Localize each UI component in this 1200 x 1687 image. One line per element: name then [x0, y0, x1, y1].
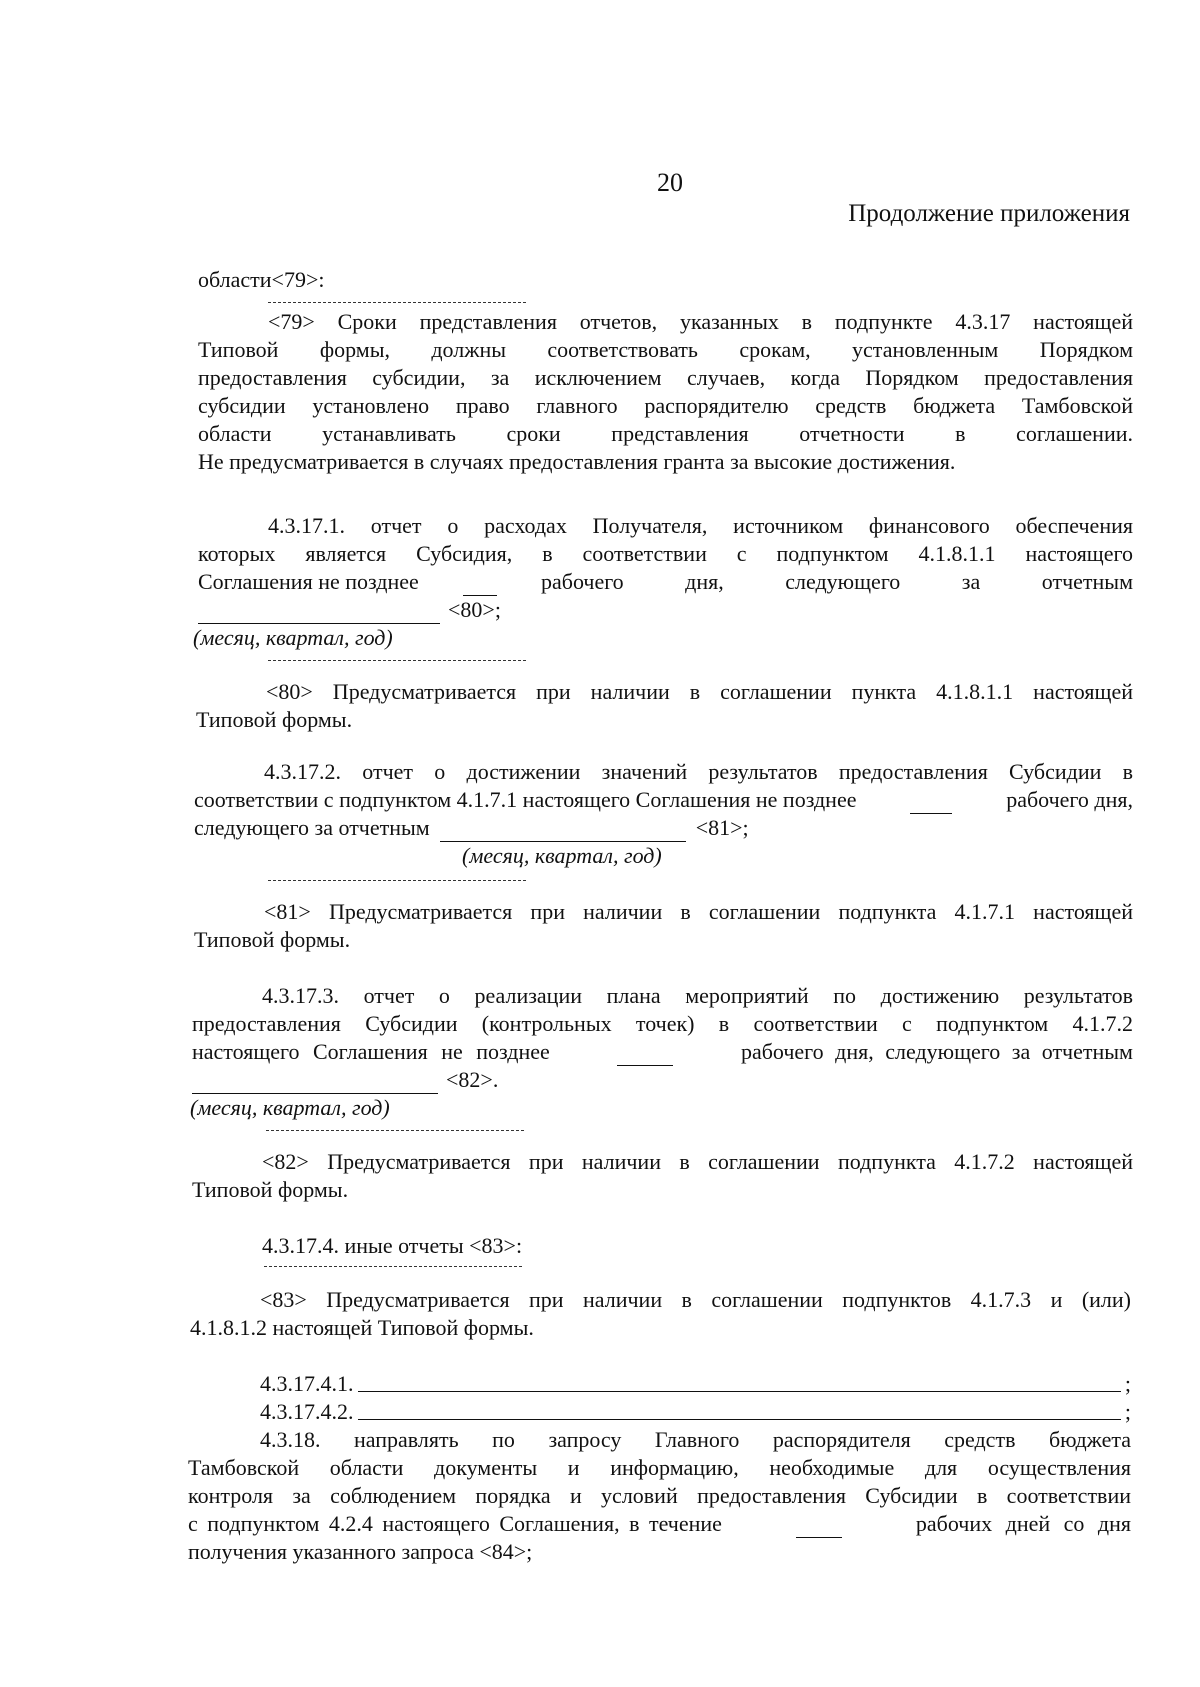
paragraph-4-3-17-4: 4.3.17.4. иные отчеты <83>: [262, 1233, 523, 1258]
paragraph-line: получения указанного запроса <84>; [188, 1539, 533, 1564]
footnote-line: 4.1.8.1.2 настоящей Типовой формы. [190, 1315, 534, 1340]
footnote-81 [194, 898, 1133, 954]
paragraph-4-3-17-3 [192, 982, 1133, 1094]
subitem-end: ; [1124, 1399, 1131, 1424]
paragraph-4-3-17-1 [198, 512, 1133, 624]
footnote-line: Типовой формы. [194, 927, 351, 952]
text-fragment: следующего за отчетным [194, 815, 430, 840]
paragraph-line [194, 786, 1133, 814]
footnote-82 [192, 1148, 1133, 1204]
footnote-line: Не предусматривается в случаях предоставления гранта за высокие достижения. [198, 449, 956, 474]
continuation-label: Продолжение приложения [848, 200, 1130, 227]
text-fragment: <81>; [695, 815, 749, 840]
subitem-number: 4.3.17.4.2. [260, 1399, 354, 1424]
footnote-79 [198, 308, 1133, 476]
paragraph-line [192, 1066, 1133, 1094]
text-fragment: <82>. [446, 1067, 499, 1092]
footnote-line: <79> Сроки представления отчетов, указанных в подпункте 4.3.17 настоящей [268, 309, 1133, 334]
blank-field [617, 1049, 673, 1066]
paragraph-line: 4.3.17.1. отчет о расходах Получателя, источником финансового обеспечения [268, 513, 1133, 538]
text-fragment: настоящего Соглашения не позднее [192, 1039, 550, 1064]
footnote-separator [266, 1130, 524, 1131]
footnote-80 [196, 678, 1133, 734]
text-line: области<79>: [198, 267, 325, 292]
paragraph-line: которых является Субсидия, в соответствии с подпунктом 4.1.8.1.1 настоящего [198, 541, 1133, 566]
blank-field [910, 797, 952, 814]
footnote-line: <82> Предусматривается при наличии в соглашении подпункта 4.1.7.2 настоящей [262, 1149, 1133, 1174]
paragraph-line [188, 1510, 1131, 1538]
text-fragment: рабочих дней со дня [915, 1511, 1131, 1536]
text-fragment: <80>; [448, 597, 501, 622]
footnote-separator [264, 1266, 522, 1267]
paragraph-line: предоставления Субсидии (контрольных точек) в соответствии с подпунктом 4.1.7.2 [192, 1011, 1133, 1036]
text-fragment: соответствии с подпунктом 4.1.7.1 настоящего Соглашения не позднее [194, 787, 857, 812]
subitem-4-3-17-4-2 [260, 1398, 1131, 1426]
paragraph-line: Тамбовской области документы и информацию, необходимые для осуществления [188, 1455, 1131, 1480]
blank-field [358, 1390, 1121, 1392]
field-hint: (месяц, квартал, год) [190, 1095, 390, 1120]
field-hint: (месяц, квартал, год) [462, 843, 662, 868]
footnote-line: <81> Предусматривается при наличии в соглашении подпункта 4.1.7.1 настоящей [264, 899, 1133, 924]
paragraph-line: 4.3.17.3. отчет о реализации плана мероприятий по достижению результатов [262, 983, 1133, 1008]
footnote-line: Типовой формы, должны соответствовать срокам, установленным Порядком [198, 337, 1133, 362]
footnote-line: Типовой формы. [192, 1177, 349, 1202]
footnote-separator [268, 660, 526, 661]
paragraph-line [194, 814, 1133, 842]
subitem-end: ; [1124, 1371, 1131, 1396]
field-hint: (месяц, квартал, год) [193, 625, 393, 650]
subitems [260, 1370, 1131, 1426]
paragraph-line: 4.3.17.2. отчет о достижении значений результатов предоставления Субсидии в [264, 759, 1133, 784]
paragraph-line [192, 1038, 1133, 1066]
page-number: 20 [657, 168, 683, 197]
footnote-line: субсидии установлено право главного распорядителю средств бюджета Тамбовской [198, 393, 1133, 418]
blank-field [192, 1077, 438, 1094]
paragraph-line: 4.3.18. направлять по запросу Главного распорядителя средств бюджета [260, 1427, 1131, 1452]
footnote-line: области устанавливать сроки представления отчетности в соглашении. [198, 421, 1133, 446]
footnote-line: <80> Предусматривается при наличии в соглашении пункта 4.1.8.1.1 настоящей [266, 679, 1133, 704]
footnote-line: предоставления субсидии, за исключением случаев, когда Порядком предоставления [198, 365, 1133, 390]
blank-field [463, 579, 497, 596]
subitem-number: 4.3.17.4.1. [260, 1371, 354, 1396]
text-fragment: рабочего дня, [1006, 787, 1133, 812]
footnote-line: Типовой формы. [196, 707, 353, 732]
text-fragment: с подпунктом 4.2.4 настоящего Соглашения, в течение [188, 1511, 722, 1536]
paragraph-line [198, 596, 1133, 624]
text-fragment: рабочего дня, следующего за отчетным [740, 1039, 1133, 1064]
text-fragment: Соглашения не позднее [198, 569, 419, 594]
paragraph-line: контроля за соблюдением порядка и условий предоставления Субсидии в соответствии [188, 1483, 1131, 1508]
footnote-83 [190, 1286, 1131, 1342]
text-fragment: рабочего дня, следующего за отчетным [540, 569, 1133, 594]
paragraph-4-3-18 [188, 1426, 1131, 1566]
footnote-line: <83> Предусматривается при наличии в соглашении подпунктов 4.1.7.3 и (или) [260, 1287, 1131, 1312]
paragraph-4-3-17-2 [194, 758, 1133, 842]
blank-field [440, 825, 686, 842]
blank-field [198, 607, 440, 624]
paragraph-line [198, 568, 1133, 596]
blank-field [796, 1521, 842, 1538]
footnote-separator [268, 880, 526, 881]
footnote-separator [268, 302, 526, 303]
blank-field [358, 1418, 1121, 1420]
subitem-4-3-17-4-1 [260, 1370, 1131, 1398]
